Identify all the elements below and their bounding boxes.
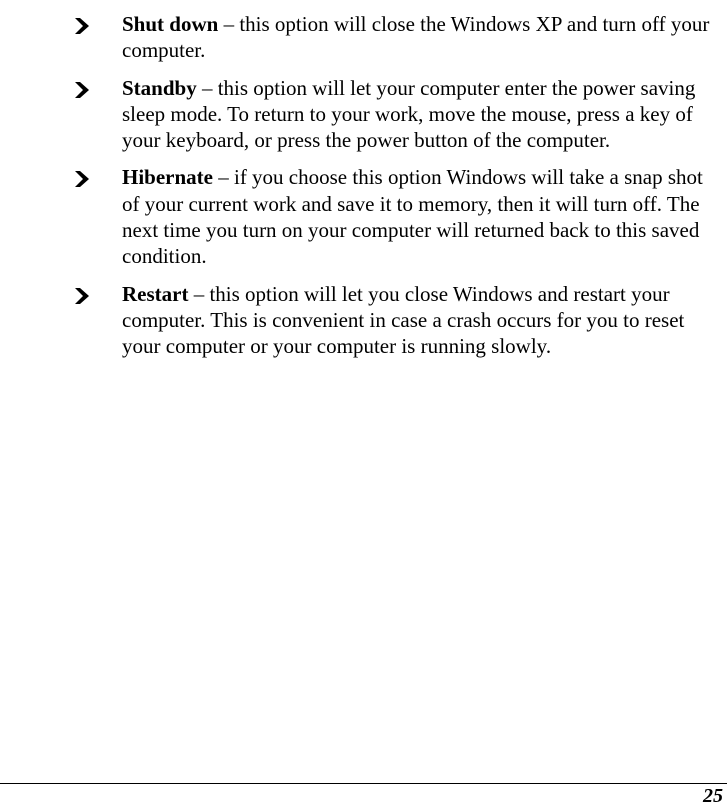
item-term: Hibernate <box>122 165 213 190</box>
item-description: – this option will close the Windows XP and turn off your computer. <box>122 12 710 63</box>
item-description: – if you choose this option Windows will take a snap shot of your current work and save it to memory, then it will turn off. The next time you turn on your computer will returned back to this saved condition. <box>122 165 703 269</box>
item-description: – this option will let your computer enter the power saving sleep mode. To return to your work, move the mouse, press a key of your keyboard, or press the power button of the computer. <box>122 75 696 153</box>
power-options-list <box>75 11 723 371</box>
item-term: Shut down <box>122 12 219 36</box>
chevron-right-icon <box>75 18 89 34</box>
list-item-restart <box>75 281 723 360</box>
chevron-right-icon <box>75 82 89 98</box>
chevron-right-icon <box>75 288 89 304</box>
list-item-hibernate <box>75 164 723 269</box>
item-term: Standby <box>122 75 197 100</box>
item-term: Restart <box>122 281 189 306</box>
list-item-standby <box>75 75 723 154</box>
item-description: – this option will let you close Windows and restart your computer. This is convenient in case a crash occurs for you to reset your computer or your computer is running slowly. <box>122 281 685 359</box>
page-number: 25 <box>703 785 723 807</box>
list-item-shut-down <box>75 11 723 64</box>
footer-divider <box>0 783 727 784</box>
chevron-right-icon <box>75 171 89 187</box>
